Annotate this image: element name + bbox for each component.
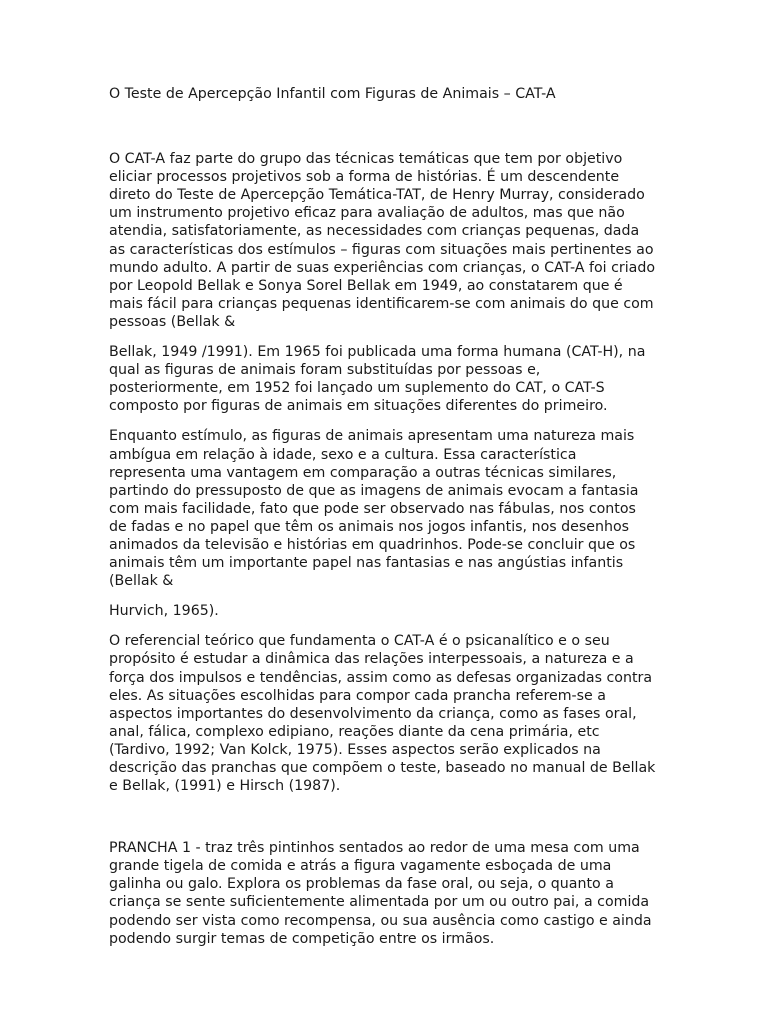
text-line: posteriormente, em 1952 foi lançado um suplemento do CAT, o CAT-S: [109, 380, 605, 397]
paragraph: [109, 602, 661, 620]
paragraph: [109, 632, 661, 795]
text-line: com mais facilidade, fato que pode ser observado nas fábulas, nos contos: [109, 500, 636, 517]
text-line: mundo adulto. A partir de suas experiências com crianças, o CAT-A foi criado: [109, 259, 656, 276]
text-line: Hurvich, 1965).: [109, 603, 219, 620]
text-line: qual as figuras de animais foram substituídas por pessoas e,: [109, 362, 541, 379]
text-line: O CAT-A faz parte do grupo das técnicas temáticas que tem por objetivo: [109, 151, 623, 168]
paragraph: [109, 150, 661, 331]
text-line: um instrumento projetivo eficaz para avaliação de adultos, mas que não: [109, 205, 625, 222]
text-line: criança se sente suficientemente alimentada por um ou outro pai, a comida: [109, 894, 650, 911]
paragraph: [109, 343, 661, 415]
text-line: descrição das pranchas que compõem o teste, baseado no manual de Bellak: [109, 760, 656, 776]
text-line: PRANCHA 1 - traz três pintinhos sentados ao redor de uma mesa com uma: [109, 840, 640, 857]
paragraph: [109, 839, 661, 948]
text-line: mais fácil para crianças pequenas identificarem-se com animais do que com: [109, 295, 654, 312]
text-line: eles. As situações escolhidas para compor cada prancha referem-se a: [109, 687, 606, 704]
paragraph-list: [109, 150, 661, 948]
text-line: galinha ou galo. Explora os problemas da fase oral, ou seja, o quanto a: [109, 876, 614, 893]
text-line: O referencial teórico que fundamenta o CAT-A é o psicanalítico e o seu: [109, 633, 610, 650]
text-line: podendo ser vista como recompensa, ou sua ausência como castigo e ainda: [109, 912, 652, 929]
text-line: representa uma vantagem em comparação a outras técnicas similares,: [109, 464, 617, 481]
text-line: partindo do pressuposto de que as imagens de animais evocam a fantasia: [109, 482, 639, 499]
text-line: direto do Teste de Apercepção Temática-TAT, de Henry Murray, considerado: [109, 187, 645, 204]
text-line: anal, fálica, complexo edipiano, reações diante da cena primária, etc: [109, 723, 600, 740]
text-line: composto por figuras de animais em situações diferentes do primeiro.: [109, 398, 608, 415]
text-line: Bellak, 1949 /1991). Em 1965 foi publicada uma forma humana (CAT-H), na: [109, 344, 646, 361]
text-line: e Bellak, (1991) e Hirsch (1987).: [109, 778, 341, 795]
text-line: aspectos importantes do desenvolvimento da criança, como as fases oral,: [109, 705, 637, 722]
text-line: (Tardivo, 1992; Van Kolck, 1975). Esses aspectos serão explicados na: [109, 741, 601, 758]
text-line: atendia, satisfatoriamente, as necessidades com crianças pequenas, dada: [109, 223, 640, 240]
document-body: [109, 85, 661, 960]
text-line: força dos impulsos e tendências, assim como as defesas organizadas contra: [109, 669, 653, 686]
text-line: pessoas (Bellak &: [109, 313, 236, 330]
text-line: Enquanto estímulo, as figuras de animais apresentam uma natureza mais: [109, 428, 635, 445]
text-line: as características dos estímulos – figuras com situações mais pertinentes ao: [109, 241, 654, 258]
text-line: animados da televisão e histórias em quadrinhos. Pode-se concluir que os: [109, 536, 636, 553]
text-line: eliciar processos projetivos sob a forma de histórias. É um descendente: [109, 169, 620, 186]
text-line: (Bellak &: [109, 573, 174, 590]
text-line: animais têm um importante papel nas fantasias e nas angústias infantis: [109, 555, 624, 572]
text-line: podendo surgir temas de competição entre os irmãos.: [109, 930, 495, 947]
text-line: de fadas e no papel que têm os animais nos jogos infantis, nos desenhos: [109, 518, 630, 535]
text-line: grande tigela de comida e atrás a figura vagamente esboçada de uma: [109, 858, 612, 875]
text-line: ambígua em relação à idade, sexo e a cultura. Essa característica: [109, 446, 577, 463]
text-line: propósito é estudar a dinâmica das relações interpessoais, a natureza e a: [109, 651, 634, 668]
document-title: O Teste de Apercepção Infantil com Figuras de Animais – CAT-A: [109, 86, 556, 102]
text-line: por Leopold Bellak e Sonya Sorel Bellak em 1949, ao constatarem que é: [109, 277, 623, 294]
paragraph: [109, 427, 661, 590]
